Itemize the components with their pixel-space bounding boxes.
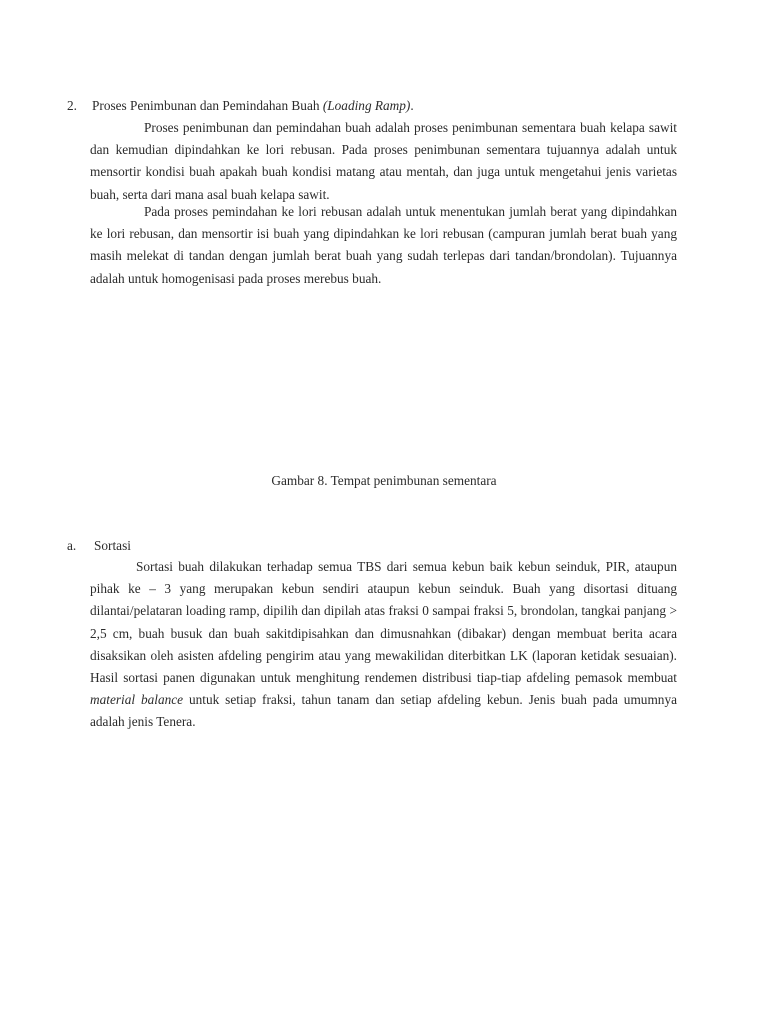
figure-caption: Gambar 8. Tempat penimbunan sementara — [271, 473, 497, 488]
section-2-heading — [67, 96, 414, 116]
section-2-title: Proses Penimbunan dan Pemindahan Buah — [92, 98, 323, 113]
paragraph-penimbunan: Proses penimbunan dan pemindahan buah adalah proses penimbunan sementara buah kelapa sawit dan kemudian dipindahkan ke lori rebusan. Pada proses penimbunan sementara tujuannya adalah untuk mensortir kondisi buah apakah buah kondisi matang atau mentah, dan juga untuk mengetahui jenis varietas buah, serta dari mana asal buah kelapa sawit. — [90, 120, 677, 202]
section-2-title-end: . — [410, 98, 414, 113]
section-a-title: Sortasi — [94, 538, 131, 553]
paragraph-sortasi — [90, 556, 677, 734]
section-2-number: 2. — [67, 98, 77, 113]
sortasi-text-italic: material balance — [90, 692, 184, 708]
section-a-number: a. — [67, 538, 77, 553]
sortasi-text-before: Sortasi buah dilakukan terhadap semua TBS dari semua kebun baik kebun seinduk, PIR, ataupun pihak ke – 3 yang merupakan kebun sendiri ataupun kebun seinduk. Buah yang disortasi dituang dilantai/pelataran loading ramp, dipilih dan dipilah atas fraksi 0 sampai fraksi 5, brondolan, tangkai panjang > 2,5 cm, buah busuk dan buah sakitdipisahkan dan dimusnahkan (dibakar) dengan membuat berita acara disaksikan oleh asisten afdeling pengirim atau yang mewakilidan diterbitkan LK (laporan ketidak sesuaian). Hasil sortasi panen digunakan untuk menghitung rendemen distribusi tiap-tiap afdeling pemasok membuat — [90, 559, 677, 686]
section-2-title-italic: (Loading Ramp) — [322, 98, 411, 113]
paragraph-pemindahan: Pada proses pemindahan ke lori rebusan adalah untuk menentukan jumlah berat yang dipindahkan ke lori rebusan, dan mensortir isi buah yang dipindahkan ke lori rebusan (campuran jumlah berat buah yang masih melekat di tandan dengan jumlah berat buah yang sudah terlepas dari tandan/brondolan). Tujuannya adalah untuk homogenisasi pada proses merebus buah. — [90, 204, 677, 286]
section-a-heading — [67, 536, 131, 556]
sortasi-text-after: untuk setiap fraksi, tahun tanam dan setiap afdeling kebun. Jenis buah pada umumnya adalah jenis Tenera. — [90, 692, 677, 730]
